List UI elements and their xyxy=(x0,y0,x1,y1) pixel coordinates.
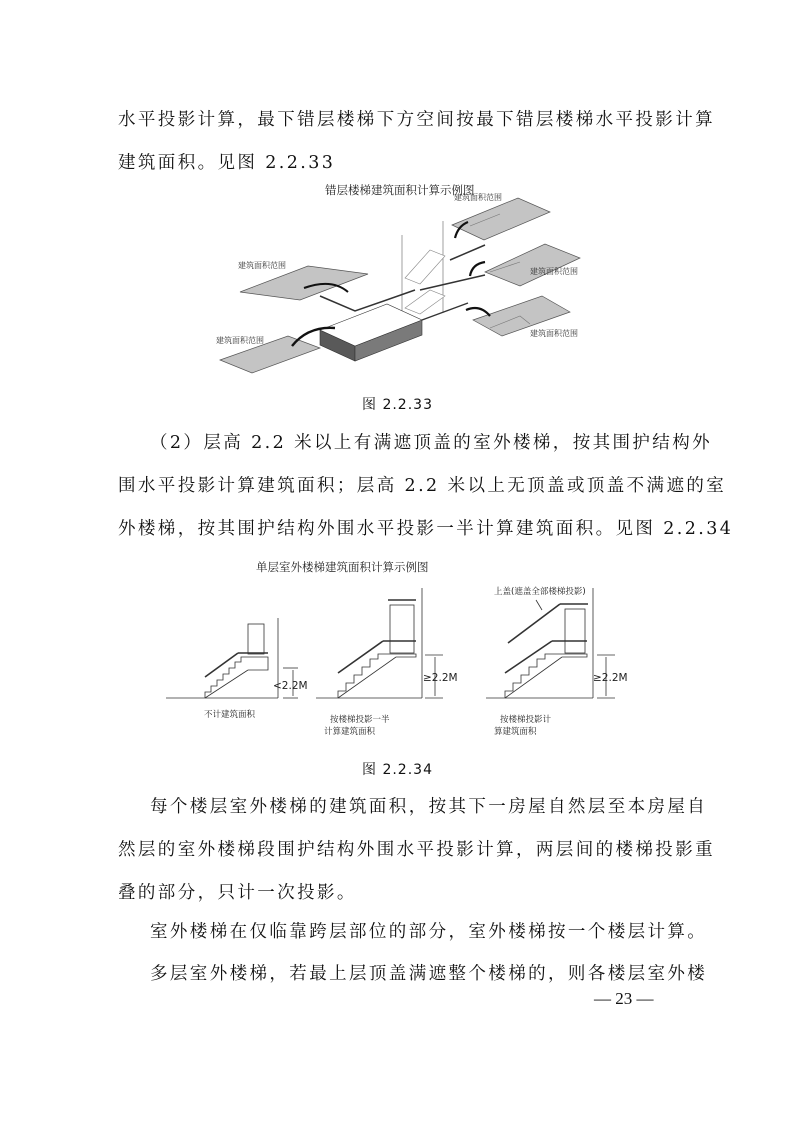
paragraph-3-line-1: 每个楼层室外楼梯的建筑面积，按其下一房屋自然层至本房屋自 xyxy=(150,797,708,817)
svg-text:建筑面积范围: 建筑面积范围 xyxy=(454,193,502,202)
arrow-icon xyxy=(470,262,485,276)
area-mid-right xyxy=(485,244,580,286)
figure-2-2-33-split-level-stair-diagram xyxy=(200,178,600,378)
svg-text:上盖(遮盖全部楼梯投影): 上盖(遮盖全部楼梯投影) xyxy=(494,587,586,597)
paragraph-1-line-2: 建筑面积。见图 2.2.33 xyxy=(118,153,336,173)
svg-text:建筑面积范围: 建筑面积范围 xyxy=(530,267,578,276)
figure-2-2-34-caption: 图 2.2.34 xyxy=(362,762,433,778)
svg-text:≥2.2M: ≥2.2M xyxy=(423,672,458,684)
svg-text:<2.2M: <2.2M xyxy=(273,680,308,692)
under-stair-box xyxy=(320,304,422,361)
figure-2-2-33-caption: 图 2.2.33 xyxy=(362,397,433,413)
paragraph-1-line-1: 水平投影计算，最下错层楼梯下方空间按最下错层楼梯水平投影计算 xyxy=(118,110,715,130)
svg-text:按楼梯投影一半: 按楼梯投影一半 xyxy=(330,715,390,725)
svg-text:算建筑面积: 算建筑面积 xyxy=(494,727,537,737)
figure-34-title: 单层室外楼梯建筑面积计算示例图 xyxy=(256,560,429,574)
paragraph-2-line-1: （2）层高 2.2 米以上有满遮顶盖的室外楼梯，按其围护结构外 xyxy=(150,433,712,453)
figure-2-2-34-outdoor-stair-diagram xyxy=(160,555,630,745)
area-left-mid xyxy=(238,260,368,300)
area-bottom-left xyxy=(216,335,320,373)
svg-text:计算建筑面积: 计算建筑面积 xyxy=(324,727,376,737)
area-bottom-right xyxy=(473,296,578,338)
svg-text:建筑面积范围: 建筑面积范围 xyxy=(530,329,578,338)
svg-text:≥2.2M: ≥2.2M xyxy=(593,672,628,684)
page-number: — 23 — xyxy=(594,989,654,1008)
svg-text:不计建筑面积: 不计建筑面积 xyxy=(204,710,256,720)
svg-text:建筑面积范围: 建筑面积范围 xyxy=(238,261,286,270)
svg-text:按楼梯投影计: 按楼梯投影计 xyxy=(500,715,552,725)
paragraph-2-line-3: 外楼梯，按其围护结构外围水平投影一半计算建筑面积。见图 2.2.34 xyxy=(118,519,734,539)
paragraph-2-line-2: 围水平投影计算建筑面积；层高 2.2 米以上无顶盖或顶盖不满遮的室 xyxy=(118,476,727,496)
arrow-icon xyxy=(466,308,490,316)
paragraph-3-line-3: 叠的部分，只计一次投影。 xyxy=(118,883,357,903)
paragraph-5-line-1: 多层室外楼梯，若最上层顶盖满遮整个楼梯的，则各楼层室外楼 xyxy=(150,964,708,984)
paragraph-3-line-2: 然层的室外楼梯段围护结构外围水平投影计算，两层间的楼梯投影重 xyxy=(118,840,715,860)
svg-text:建筑面积范围: 建筑面积范围 xyxy=(216,336,264,345)
figure-33-title: 错层楼梯建筑面积计算示例图 xyxy=(325,183,475,197)
area-top-right xyxy=(452,192,550,240)
paragraph-4-line-1: 室外楼梯在仅临靠跨层部位的部分，室外楼梯按一个楼层计算。 xyxy=(150,922,708,942)
